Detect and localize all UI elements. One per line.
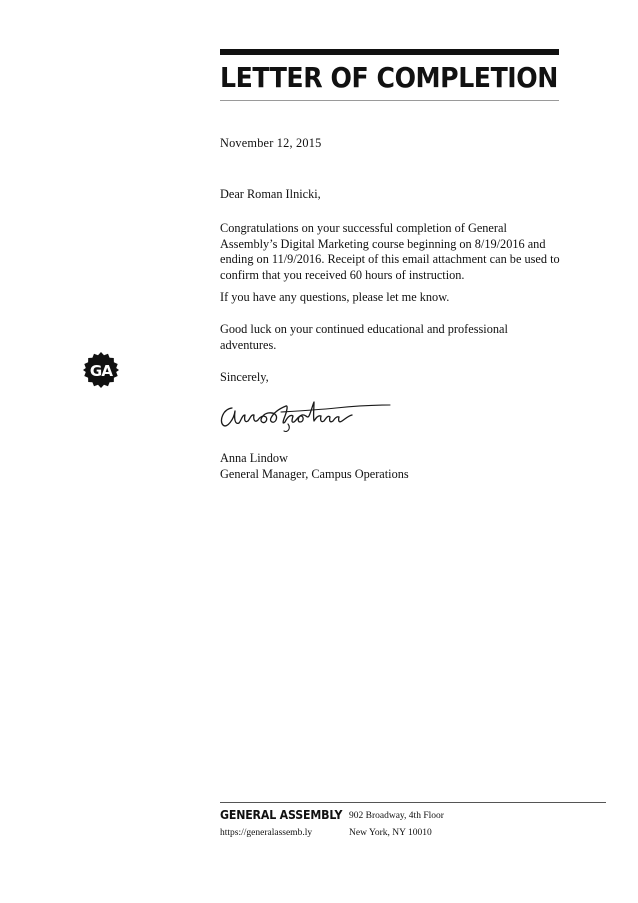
signature-image — [218, 394, 398, 440]
title-top-rule — [220, 49, 559, 55]
signer-title: General Manager, Campus Operations — [220, 467, 409, 481]
ga-logo-text: GA — [89, 362, 113, 380]
letter-date: November 12, 2015 — [220, 136, 322, 150]
page-title: LETTER OF COMPLETION — [220, 61, 558, 94]
ga-logo-icon — [82, 351, 120, 389]
footer-url[interactable]: https://generalassemb.ly — [220, 828, 313, 838]
signer-name: Anna Lindow — [220, 451, 288, 465]
letter-body: Congratulations on your successful completion of General Assembly’s Digital Marketing course beginning on 8/19/2016 and ending on 11/9/2016. Receipt of this email attachment can be used to confirm that you received 60 hours of instruction. — [220, 221, 560, 282]
footer-address-line1: 902 Broadway, 4th Floor — [349, 811, 444, 821]
letter-good-luck: Good luck on your continued educational and professional adventures. — [220, 322, 508, 352]
letter-greeting: Dear Roman Ilnicki, — [220, 187, 321, 201]
footer-brand-wordmark: GENERAL ASSEMBLY — [220, 807, 343, 822]
title-divider — [220, 100, 559, 101]
letter-questions: If you have any questions, please let me know. — [220, 290, 450, 304]
footer-address-line2: New York, NY 10010 — [349, 828, 432, 838]
footer-divider — [220, 802, 606, 803]
letter-closing: Sincerely, — [220, 370, 269, 384]
